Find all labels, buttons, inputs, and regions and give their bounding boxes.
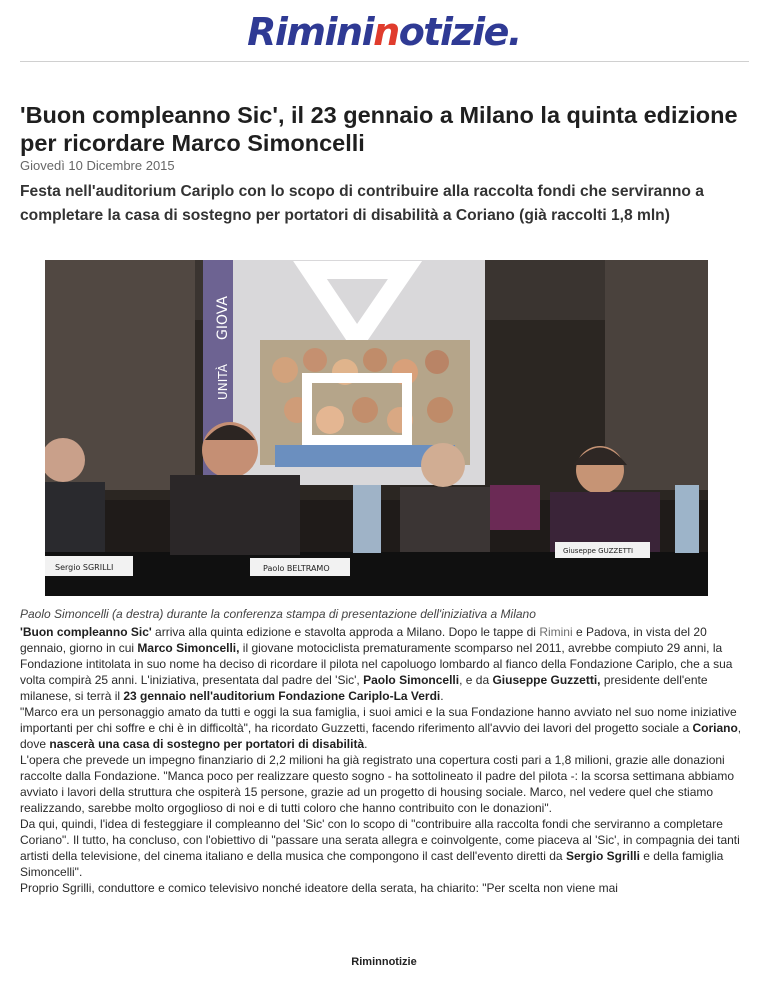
masthead	[0, 0, 768, 62]
paragraph: Da qui, quindi, l'idea di festeggiare il compleanno del 'Sic' con lo scopo di "contribuire alla raccolta fondi che serviranno a completare Coriano". Il tutto, ha concluso, con l'obiettivo di "passare una serata allegra e coinvolgente, come piaceva al 'Sic', in compagnia dei tanti artisti della televisione, del cinema italiano e della musica che compongono il cast dell'evento diretti da Sergio Sgrilli e della famiglia Simoncelli".	[20, 817, 740, 879]
svg-text:Paolo BELTRAMO: Paolo BELTRAMO	[263, 564, 330, 573]
site-logo[interactable]: Rimininotizie.	[247, 10, 521, 54]
article-title: 'Buon compleanno Sic', il 23 gennaio a Milano la quinta edizione per ricordare Marco Simoncelli	[20, 102, 738, 156]
paragraph: L'opera che prevede un impegno finanziario di 2,2 milioni ha già registrato una copertura costi pari a 1,8 milioni, grazie alle donazioni raccolte dalla Fondazione. "Manca poco per realizzare questo sogno - ha sottolineato il padre del pilota -: la scorsa settimana abbiamo avviato i lavori della struttura che ospiterà 15 persone, grazie ad un progetto di housing sociale. Marco, nel vedere quel che stiamo realizzando, sarebbe molto orgoglioso di noi e di tutti coloro che hanno contribuito con le donazioni".	[20, 753, 734, 815]
photo-caption: Paolo Simoncelli (a destra) durante la conferenza stampa di presentazione dell'iniziativa a Milano	[20, 607, 536, 621]
article-body	[20, 624, 755, 896]
press-conference-illustration	[45, 260, 708, 596]
paragraph: Proprio Sgrilli, conduttore e comico televisivo nonché ideatore della serata, ha chiarito: "Per scelta non viene mai	[20, 881, 618, 895]
paragraph: 'Buon compleanno Sic' arriva alla quinta edizione e stavolta approda a Milano. Dopo le tappe di Rimini e Padova, in vista del 20 gennaio, giorno in cui Marco Simoncelli, il giovane motociclista prematuramente scomparso nel 2011, avrebbe compiuto 29 anni, la Fondazione intitolata in suo nome ha deciso di ricordare il pilota nel capoluogo lombardo al fianco della Fondazione Cariplo, che a sua volta compirà 25 anni. L'iniziativa, presentata dal padre del 'Sic', Paolo Simoncelli, e da Giuseppe Guzzetti, presidente dell'ente milanese, si terrà il 23 gennaio nell'auditorium Fondazione Cariplo-La Verdi.	[20, 625, 733, 703]
svg-text:Giuseppe GUZZETTI: Giuseppe GUZZETTI	[563, 547, 634, 555]
article-subtitle: Festa nell'auditorium Cariplo con lo scopo di contribuire alla raccolta fondi che serviranno a completare la casa di sostegno per portatori di disabilità a Coriano (già raccolti 1,8 mln)	[20, 183, 704, 224]
header-divider	[20, 61, 749, 62]
svg-text:UNITÀ: UNITÀ	[216, 364, 230, 400]
article-date: Giovedì 10 Dicembre 2015	[20, 158, 175, 173]
svg-text:GIOVA: GIOVA	[215, 295, 231, 340]
paragraph: "Marco era un personaggio amato da tutti e oggi la sua famiglia, i suoi amici e la sua Fondazione hanno avviato nel suo nome iniziative importanti per chi soffre e chi è in difficoltà", ha ricordato Guzzetti, facendo riferimento all'avvio dei lavori del progetto sociale a Coriano, dove nascerà una casa di sostegno per portatori di disabilità.	[20, 705, 742, 751]
rimini-link[interactable]: Rimini	[539, 625, 573, 639]
article-photo	[45, 260, 708, 596]
footer-site-name: Riminnotizie	[351, 956, 417, 968]
svg-text:Sergio SGRILLI: Sergio SGRILLI	[55, 563, 114, 572]
